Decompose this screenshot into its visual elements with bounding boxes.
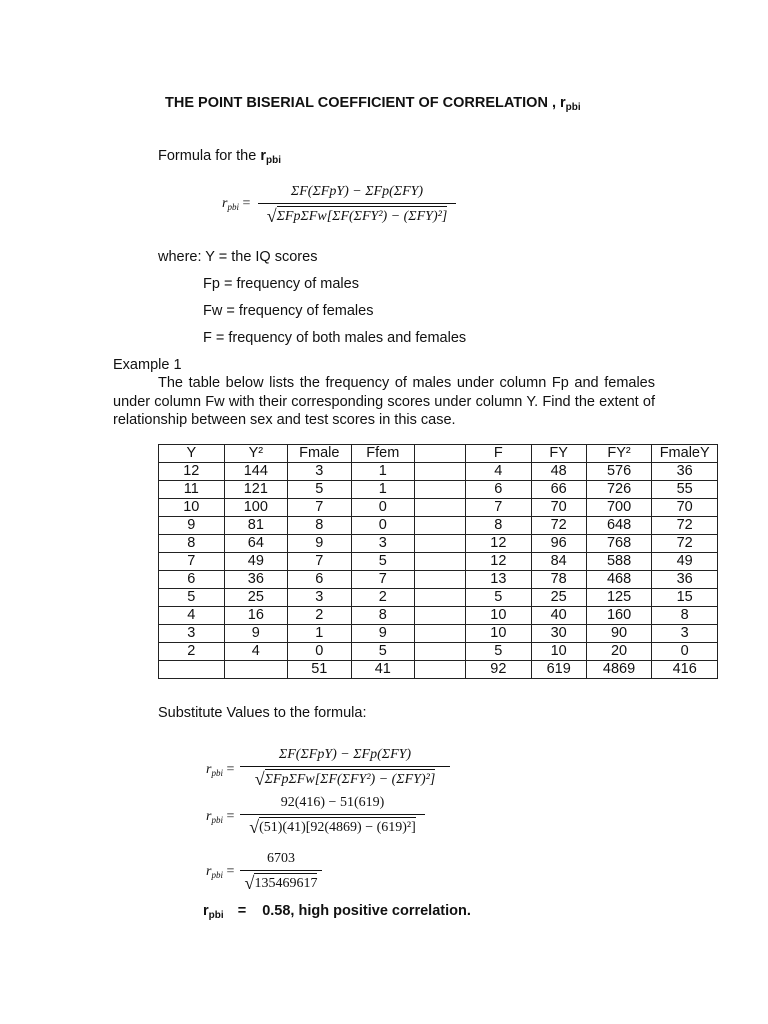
page-title [165, 95, 581, 113]
step1-sub: pbi [211, 768, 223, 778]
table-cell: 9 [351, 625, 414, 643]
table-cell: 8 [288, 517, 351, 535]
table-cell: 2 [159, 643, 225, 661]
title-main: THE POINT BISERIAL COEFFICIENT OF CORRELATION , r [165, 95, 566, 111]
table-row [159, 643, 718, 661]
formula-intro-text: Formula for the [158, 148, 261, 164]
table-cell: 16 [224, 607, 287, 625]
step2-lhs [206, 809, 234, 825]
table-cell: 66 [531, 481, 586, 499]
step3-r: r [206, 864, 212, 879]
table-header-row [159, 445, 718, 463]
fraction-bar [240, 766, 450, 767]
fraction-bar [240, 870, 322, 871]
substitute-heading: Substitute Values to the formula: [158, 705, 367, 721]
table-cell: 12 [466, 553, 532, 571]
table-header-cell: Ffem [351, 445, 414, 463]
formula-intro-sub: pbi [266, 155, 281, 166]
table-cell: 3 [652, 625, 718, 643]
step1-r: r [206, 762, 212, 777]
table-cell: 10 [466, 607, 532, 625]
table-cell [415, 571, 466, 589]
table-cell: 72 [531, 517, 586, 535]
step2-numerator: 92(416) − 51(619) [280, 795, 385, 810]
table-cell: 1 [351, 463, 414, 481]
table-cell: 4 [159, 607, 225, 625]
table-cell: 96 [531, 535, 586, 553]
table-cell: 100 [224, 499, 287, 517]
table-cell: 6 [466, 481, 532, 499]
table-cell: 416 [652, 661, 718, 679]
table-cell: 15 [652, 589, 718, 607]
result-value: 0.58, high positive correlation. [262, 903, 471, 919]
formula-intro [158, 148, 281, 166]
table-cell: 7 [351, 571, 414, 589]
table-cell: 726 [586, 481, 652, 499]
table-cell [415, 499, 466, 517]
table-cell: 6 [288, 571, 351, 589]
table-cell: 49 [652, 553, 718, 571]
table-cell: 72 [652, 517, 718, 535]
radical: √ΣFpΣFw[ΣF(ΣFY²) − (ΣFY)²] [266, 206, 448, 226]
table-cell: 7 [466, 499, 532, 517]
table-cell: 4869 [586, 661, 652, 679]
table-cell: 5 [288, 481, 351, 499]
table-cell: 588 [586, 553, 652, 571]
table-cell [415, 535, 466, 553]
table-cell: 49 [224, 553, 287, 571]
definition-y: where: Y = the IQ scores [158, 249, 318, 265]
table-row [159, 625, 718, 643]
table-header-cell: F [466, 445, 532, 463]
table-cell: 5 [466, 643, 532, 661]
table-cell: 10 [531, 643, 586, 661]
radical: √135469617 [244, 873, 318, 893]
table-row [159, 607, 718, 625]
example-paragraph [113, 374, 655, 430]
table-cell: 12 [466, 535, 532, 553]
table-cell: 48 [531, 463, 586, 481]
table-cell [415, 517, 466, 535]
table-cell: 5 [351, 643, 414, 661]
table-cell: 125 [586, 589, 652, 607]
table-cell: 768 [586, 535, 652, 553]
step1-eq: = [226, 762, 235, 777]
result-r: r [203, 903, 209, 919]
table-header-cell: FmaleY [652, 445, 718, 463]
example-heading: Example 1 [113, 357, 182, 373]
table-header-cell: FY [531, 445, 586, 463]
table-cell: 8 [159, 535, 225, 553]
table-cell: 25 [224, 589, 287, 607]
step3-denominator: 135469617 [254, 873, 317, 893]
table-cell [415, 607, 466, 625]
table-header-cell: Y² [224, 445, 287, 463]
radical: √ΣFpΣFw[ΣF(ΣFY²) − (ΣFY)²] [254, 769, 436, 789]
table-cell: 40 [531, 607, 586, 625]
table-header-cell [415, 445, 466, 463]
formula-intro-r: r [260, 148, 266, 164]
step3-lhs [206, 864, 234, 880]
table-header-cell: Fmale [288, 445, 351, 463]
table-cell: 30 [531, 625, 586, 643]
table-cell [415, 463, 466, 481]
table-cell [415, 481, 466, 499]
step1-denominator: ΣFpΣFw[ΣF(ΣFY²) − (ΣFY)²] [265, 769, 436, 789]
table-row [159, 481, 718, 499]
table-cell: 90 [586, 625, 652, 643]
table-cell: 8 [466, 517, 532, 535]
table-cell: 55 [652, 481, 718, 499]
formula-main-denominator-wrap [258, 206, 456, 226]
formula-main-eq: = [242, 196, 251, 211]
table-cell: 70 [531, 499, 586, 517]
table-cell: 0 [351, 499, 414, 517]
table-cell: 8 [351, 607, 414, 625]
table-cell: 11 [159, 481, 225, 499]
table-cell: 36 [224, 571, 287, 589]
step2-fraction [240, 794, 425, 837]
step2-denominator-wrap [240, 817, 425, 837]
table-cell: 41 [351, 661, 414, 679]
table-cell: 9 [159, 517, 225, 535]
table-cell [415, 553, 466, 571]
table-cell: 7 [288, 499, 351, 517]
table-row [159, 553, 718, 571]
step3-sub: pbi [211, 870, 223, 880]
title-subscript: pbi [565, 102, 581, 113]
fraction-bar [258, 203, 456, 204]
step2-r: r [206, 809, 212, 824]
table-cell: 70 [652, 499, 718, 517]
table-cell: 92 [466, 661, 532, 679]
table-header-cell: FY² [586, 445, 652, 463]
formula-main-lhs [222, 196, 250, 212]
step3-numerator: 6703 [267, 851, 295, 866]
table-cell: 0 [652, 643, 718, 661]
table-cell: 10 [466, 625, 532, 643]
table-cell: 3 [351, 535, 414, 553]
table-cell: 468 [586, 571, 652, 589]
table-row [159, 517, 718, 535]
step2-eq: = [226, 809, 235, 824]
table-cell: 81 [224, 517, 287, 535]
table-cell: 0 [351, 517, 414, 535]
step2-denominator: (51)(41)[92(4869) − (619)²] [259, 817, 416, 837]
definition-f: F = frequency of both males and females [203, 330, 467, 346]
table-cell: 25 [531, 589, 586, 607]
table-cell: 36 [652, 571, 718, 589]
table-cell [415, 625, 466, 643]
table-cell: 7 [159, 553, 225, 571]
step3-denominator-wrap [240, 873, 322, 893]
table-cell: 619 [531, 661, 586, 679]
table-cell: 6 [159, 571, 225, 589]
table-cell: 9 [224, 625, 287, 643]
table-cell: 0 [288, 643, 351, 661]
definition-fw: Fw = frequency of females [203, 303, 374, 319]
formula-main-denominator: ΣFpΣFw[ΣF(ΣFY²) − (ΣFY)²] [277, 206, 448, 226]
table-cell: 3 [159, 625, 225, 643]
table-cell [415, 589, 466, 607]
step1-numerator: ΣF(ΣFpY) − ΣFp(ΣFY) [278, 747, 412, 762]
table-cell: 576 [586, 463, 652, 481]
table-cell: 144 [224, 463, 287, 481]
step3-eq: = [226, 864, 235, 879]
formula-main-sub: pbi [227, 202, 239, 212]
table-cell: 78 [531, 571, 586, 589]
table-cell: 1 [351, 481, 414, 499]
table-cell: 72 [652, 535, 718, 553]
definition-fp: Fp = frequency of males [203, 276, 359, 292]
formula-main-fraction [258, 183, 456, 226]
table-header-cell: Y [159, 445, 225, 463]
step1-lhs [206, 762, 234, 778]
table-cell: 12 [159, 463, 225, 481]
table-cell: 20 [586, 643, 652, 661]
table-row [159, 499, 718, 517]
table-row [159, 535, 718, 553]
table-cell: 648 [586, 517, 652, 535]
table-cell: 1 [288, 625, 351, 643]
formula-main-numerator: ΣF(ΣFpY) − ΣFp(ΣFY) [290, 184, 424, 199]
table-cell: 4 [466, 463, 532, 481]
step1-fraction [240, 746, 450, 789]
table-cell: 5 [466, 589, 532, 607]
table-cell: 2 [351, 589, 414, 607]
result-line [203, 903, 471, 921]
table-cell: 160 [586, 607, 652, 625]
table-cell: 5 [159, 589, 225, 607]
table-cell: 121 [224, 481, 287, 499]
table-cell: 7 [288, 553, 351, 571]
table-cell: 51 [288, 661, 351, 679]
step2-sub: pbi [211, 815, 223, 825]
table-cell [159, 661, 225, 679]
step1-denominator-wrap [240, 769, 450, 789]
fraction-bar [240, 814, 425, 815]
table-cell: 4 [224, 643, 287, 661]
table-cell: 3 [288, 589, 351, 607]
radical: √(51)(41)[92(4869) − (619)²] [249, 817, 416, 837]
table-row [159, 463, 718, 481]
table-cell: 3 [288, 463, 351, 481]
example-paragraph-text: The table below lists the frequency of males under column Fp and females under column Fw with their corresponding scores under column Y. Find the extent of relationship between sex and test scores in this case. [113, 375, 655, 428]
frequency-table [158, 444, 718, 679]
table-cell: 13 [466, 571, 532, 589]
formula-main-r: r [222, 196, 228, 211]
table-cell [415, 643, 466, 661]
table-cell: 9 [288, 535, 351, 553]
table-cell: 5 [351, 553, 414, 571]
table-cell: 64 [224, 535, 287, 553]
table-cell: 84 [531, 553, 586, 571]
result-sub: pbi [208, 910, 224, 921]
table-cell: 10 [159, 499, 225, 517]
result-eq: = [237, 903, 247, 919]
step3-fraction [240, 850, 322, 893]
table-cell: 700 [586, 499, 652, 517]
table-cell: 8 [652, 607, 718, 625]
table-totals-row [159, 661, 718, 679]
table-cell [224, 661, 287, 679]
table-row [159, 589, 718, 607]
table-row [159, 571, 718, 589]
table-cell: 36 [652, 463, 718, 481]
table-cell [415, 661, 466, 679]
table-cell: 2 [288, 607, 351, 625]
